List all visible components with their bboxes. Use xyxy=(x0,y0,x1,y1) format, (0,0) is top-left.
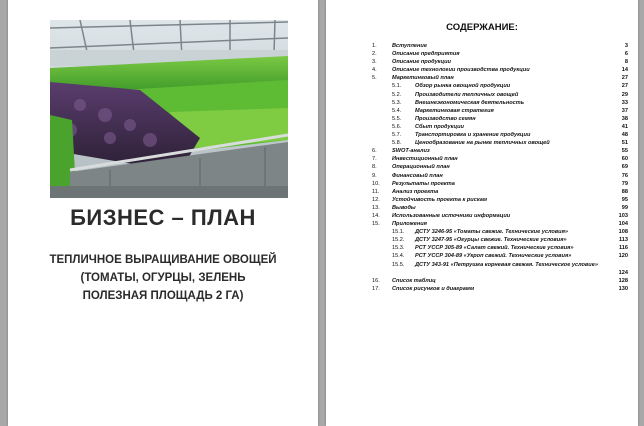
document-page-right xyxy=(326,0,638,426)
toc-entry-text: Производители тепличных овощей xyxy=(415,91,519,98)
toc-entry-text: Приложения xyxy=(392,221,427,228)
toc-entry xyxy=(372,50,628,58)
toc-entry xyxy=(372,212,628,220)
toc-entry-number: 5.7. xyxy=(392,132,402,139)
toc-entry-text: Маркетинговая стратегия xyxy=(415,107,494,114)
toc-entry-page: 3 xyxy=(624,43,628,49)
toc-entry-text: Обзор рынка овощной продукции xyxy=(415,83,511,90)
toc-entry-page: 51 xyxy=(621,140,628,147)
toc-entry-page: 113 xyxy=(618,237,628,244)
toc-entry-number: 13. xyxy=(372,204,380,211)
toc-entry xyxy=(372,155,628,163)
toc-entry xyxy=(372,188,628,196)
toc-entry-number: 5. xyxy=(372,75,377,82)
toc-entry-page: 55 xyxy=(621,148,628,155)
toc-entry-number: 3. xyxy=(372,59,377,66)
subtitle-line-1: ТЕПЛИЧНОЕ ВЫРАЩИВАНИЕ ОВОЩЕЙ xyxy=(49,254,277,266)
toc-entry-text: Описание технологии производства продукции xyxy=(392,67,530,74)
toc-entry-number: 15.4. xyxy=(392,253,405,260)
toc-entry xyxy=(372,244,628,252)
toc-entry-page: 124 xyxy=(618,269,628,276)
toc-entry-text: Финансовый план xyxy=(392,172,443,179)
toc-entry-page: 120 xyxy=(618,253,628,260)
toc-entry-page: 38 xyxy=(621,115,628,122)
toc-entry-number: 5.5. xyxy=(392,115,402,122)
toc-entry-number: 15. xyxy=(372,221,380,228)
toc-entry-number: 5.8. xyxy=(392,140,402,147)
toc-entry-page: 79 xyxy=(621,180,628,187)
toc-entry-page: 6 xyxy=(624,51,628,58)
toc-entry xyxy=(372,172,628,180)
toc-entry-number: 5.4. xyxy=(392,107,402,114)
toc-entry xyxy=(372,277,628,285)
toc-entry xyxy=(372,228,628,236)
toc-entry-page: 95 xyxy=(621,196,628,203)
toc-entry xyxy=(372,115,628,123)
toc-entry xyxy=(372,82,628,90)
toc-entry xyxy=(372,285,628,293)
toc-entry-number: 15.3. xyxy=(392,245,405,252)
toc-entry xyxy=(372,139,628,147)
toc-entry-page: 99 xyxy=(621,204,628,211)
toc-entry-page: 37 xyxy=(621,107,628,114)
subtitle-line-2: (ТОМАТЫ, ОГУРЦЫ, ЗЕЛЕНЬ xyxy=(80,272,246,284)
toc-entry-text: Операционный план xyxy=(392,164,450,171)
toc-entry xyxy=(372,131,628,139)
toc-entry-text: Анализ проекта xyxy=(392,188,439,195)
toc-entry-page: 29 xyxy=(621,91,628,98)
toc-entry xyxy=(372,74,628,82)
toc-entry-text: Устойчивость проекта к рискам xyxy=(392,196,487,203)
toc-entry-text: ДСТУ 3246-95 «Томаты свежие. Технические условия» xyxy=(415,229,568,236)
toc-entry xyxy=(372,163,628,171)
toc-entry xyxy=(372,261,628,277)
toc-entry-text: Описание продукции xyxy=(392,59,451,66)
toc-entry-number: 5.6. xyxy=(392,123,402,130)
toc-entry-text: Сбыт продукции xyxy=(415,123,464,130)
toc-entry-text: SWOT-анализ xyxy=(392,148,430,155)
toc-entry-page: 41 xyxy=(621,123,628,130)
toc-entry-number: 5.3. xyxy=(392,99,402,106)
toc-entry-text: Транспортировка и хранение продукции xyxy=(415,132,531,139)
toc-entry-text: Список рисунков и диаграмм xyxy=(392,285,475,292)
toc-entry xyxy=(372,180,628,188)
toc-entry-text: Описание предприятия xyxy=(392,51,460,58)
toc-entry-page: 48 xyxy=(621,132,628,139)
toc-entry-text: Ценообразование на рынке тепличных овощей xyxy=(415,140,550,147)
toc-heading: СОДЕРЖАНИЕ: xyxy=(446,22,518,33)
toc-entry-number: 14. xyxy=(372,212,380,219)
toc-entry-number: 7. xyxy=(372,156,377,163)
toc-entry xyxy=(372,252,628,260)
business-plan-title: БИЗНЕС – ПЛАН xyxy=(70,205,256,230)
subtitle-line-3: ПОЛЕЗНАЯ ПЛОЩАДЬ 2 ГА) xyxy=(82,290,244,302)
toc-entry-page: 33 xyxy=(621,99,628,106)
toc-entry-page: 103 xyxy=(618,212,628,219)
toc-entry-page: 116 xyxy=(618,245,628,252)
toc-entry xyxy=(372,66,628,74)
toc-entry-number: 15.1. xyxy=(392,229,405,236)
toc-entry-number: 17. xyxy=(372,285,380,292)
toc-entry-text: ДСТУ 343-91 «Петрушка корневая свежая. Техническое условие» xyxy=(415,261,598,268)
toc-entry xyxy=(372,58,628,66)
toc-entry xyxy=(372,123,628,131)
toc-entry-page: 108 xyxy=(618,229,628,236)
toc-entry-number: 1. xyxy=(372,43,377,49)
toc-entry-number: 11. xyxy=(372,188,380,195)
toc-entry-number: 4. xyxy=(372,67,377,74)
toc-entry xyxy=(372,91,628,99)
toc-entry xyxy=(372,147,628,155)
toc-entry-page: 27 xyxy=(621,75,628,82)
toc-entry-number: 5.2. xyxy=(392,91,402,98)
toc-entry-page: 76 xyxy=(621,172,628,179)
toc-entry-number: 2. xyxy=(372,51,377,58)
toc-entry-page: 130 xyxy=(618,285,628,292)
toc-entry-text: РСТ УССР 304-89 «Укроп свежий. Технические условия» xyxy=(415,253,572,260)
table-of-contents xyxy=(372,42,628,293)
toc-entry-number: 10. xyxy=(372,180,380,187)
greenhouse-photo xyxy=(50,20,288,198)
toc-entry xyxy=(372,196,628,204)
toc-entry-page: 128 xyxy=(618,277,628,284)
toc-entry-text: ДСТУ 3247-95 «Огурцы свежие. Технические условия» xyxy=(415,237,567,244)
toc-entry-number: 9. xyxy=(372,172,377,179)
toc-entry-number: 16. xyxy=(372,277,380,284)
document-page-left xyxy=(8,0,318,426)
toc-entry-number: 12. xyxy=(372,196,380,203)
toc-entry-text: РСТ УССР 305-89 «Салат свежий. Технические условия» xyxy=(415,245,574,252)
toc-entry-text: Результаты проекта xyxy=(392,180,455,187)
toc-entry-text: Выводы xyxy=(392,204,416,211)
toc-entry-number: 15.2. xyxy=(392,237,405,244)
toc-entry-text: Список таблиц xyxy=(392,277,436,284)
toc-entry-page: 60 xyxy=(621,156,628,163)
toc-entry xyxy=(372,204,628,212)
toc-entry-text: Внешнеэкономическая деятельность xyxy=(415,99,525,106)
toc-entry-page: 27 xyxy=(621,83,628,90)
toc-entry-text: Маркетинговый план xyxy=(392,75,454,82)
toc-entry-page: 14 xyxy=(621,67,628,74)
toc-entry-page: 88 xyxy=(621,188,628,195)
toc-entry-number: 15.5. xyxy=(392,261,405,268)
toc-entry xyxy=(372,220,628,228)
toc-entry-number: 5.1. xyxy=(392,83,402,90)
toc-entry-page: 104 xyxy=(618,221,628,228)
toc-entry-page: 69 xyxy=(621,164,628,171)
toc-entry-number: 6. xyxy=(372,148,377,155)
toc-entry-page: 8 xyxy=(624,59,628,66)
toc-entry-text: Вступление xyxy=(392,43,427,49)
toc-entry-text: Инвестиционный план xyxy=(392,156,458,163)
toc-entry xyxy=(372,99,628,107)
toc-entry-text: Использованные источники информации xyxy=(392,212,511,219)
toc-entry-text: Производство семян xyxy=(415,115,476,122)
toc-entry xyxy=(372,107,628,115)
toc-entry-number: 8. xyxy=(372,164,377,171)
toc-entry xyxy=(372,236,628,244)
toc-entry xyxy=(372,42,628,50)
